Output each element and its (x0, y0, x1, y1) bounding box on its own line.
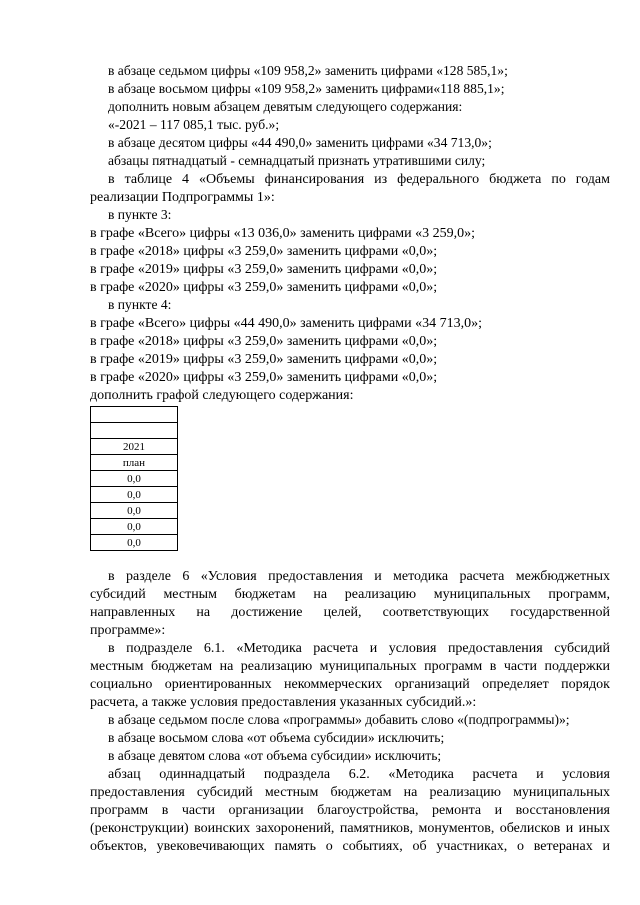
text-line: в графе «2018» цифры «3 259,0» заменить цифрами «0,0»; (90, 244, 438, 259)
text-line: в абзаце седьмом цифры «109 958,2» заменить цифрами «128 585,1»; (108, 64, 508, 79)
text-line: в подразделе 6.1. «Методика расчета и условия предоставления субсидий (108, 641, 610, 656)
text-line: в абзаце десятом цифры «44 490,0» заменить цифрами «34 713,0»; (108, 136, 492, 151)
text-line: дополнить графой следующего содержания: (90, 388, 354, 403)
table-cell: 0,0 (91, 519, 178, 535)
text-line: абзац одиннадцатый подраздела 6.2. «Методика расчета и условия (108, 767, 610, 782)
table-cell: 0,0 (91, 471, 178, 487)
text-line: в графе «2019» цифры «3 259,0» заменить цифрами «0,0»; (90, 352, 438, 367)
text-line: реализации Подпрограммы 1»: (90, 190, 275, 205)
text-line: в абзаце восьмом цифры «109 958,2» заменить цифрами«118 885,1»; (108, 82, 505, 97)
text-line: в пункте 3: (108, 208, 172, 223)
text-line: в абзаце девятом слова «от объема субсидии» исключить; (108, 749, 442, 764)
text-line: в графе «Всего» цифры «13 036,0» заменить цифрами «3 259,0»; (90, 226, 475, 241)
text-line: социально ориентированных некоммерческих организаций определяет порядок (90, 677, 610, 692)
text-line: в абзаце седьмом после слова «программы» добавить слово «(подпрограммы)»; (108, 713, 570, 728)
text-line: дополнить новым абзацем девятым следующего содержания: (108, 100, 463, 115)
text-line: в таблице 4 «Объемы финансирования из федерального бюджета по годам (108, 172, 610, 187)
text-line: в абзаце восьмом слова «от объема субсидии» исключить; (108, 731, 445, 746)
text-line: в графе «2018» цифры «3 259,0» заменить цифрами «0,0»; (90, 334, 438, 349)
table-cell: 2021 (91, 439, 178, 455)
text-line: (реконструкции) воинских захоронений, памятников, монументов, обелисков и иных (90, 821, 610, 836)
text-line: предоставления субсидий местным бюджетам на реализацию муниципальных (90, 785, 610, 800)
text-line: объектов, увековечивающих память о событиях, об участниках, о ветеранах и (90, 839, 610, 854)
text-line: программе»: (90, 623, 166, 638)
text-line: в графе «Всего» цифры «44 490,0» заменить цифрами «34 713,0»; (90, 316, 482, 331)
text-line: в графе «2020» цифры «3 259,0» заменить цифрами «0,0»; (90, 280, 438, 295)
text-line: в пункте 4: (108, 298, 172, 313)
text-line: в графе «2019» цифры «3 259,0» заменить цифрами «0,0»; (90, 262, 438, 277)
text-line: направленных на достижение целей, соответствующих государственной (90, 605, 610, 620)
amendment-table (90, 406, 178, 551)
text-line: программ в части организации благоустройства, ремонта и восстановления (90, 803, 610, 818)
text-line: субсидий местным бюджетам на реализацию муниципальных программ, (90, 587, 610, 602)
table-cell: 0,0 (91, 503, 178, 519)
text-line: расчета, а также условия предоставления указанных субсидий.»: (90, 695, 477, 710)
table-cell: 0,0 (91, 487, 178, 503)
table-cell: 0,0 (91, 535, 178, 551)
table-cell (91, 407, 178, 423)
text-line: в разделе 6 «Условия предоставления и методика расчета межбюджетных (108, 569, 610, 584)
table-cell (91, 423, 178, 439)
text-line: абзацы пятнадцатый - семнадцатый признать утратившими силу; (108, 154, 486, 169)
text-line: местным бюджетам на реализацию муниципальных программ в части поддержки (90, 659, 610, 674)
text-line: в графе «2020» цифры «3 259,0» заменить цифрами «0,0»; (90, 370, 438, 385)
text-line: «-2021 – 117 085,1 тыс. руб.»; (108, 118, 280, 133)
table-cell: план (91, 455, 178, 471)
